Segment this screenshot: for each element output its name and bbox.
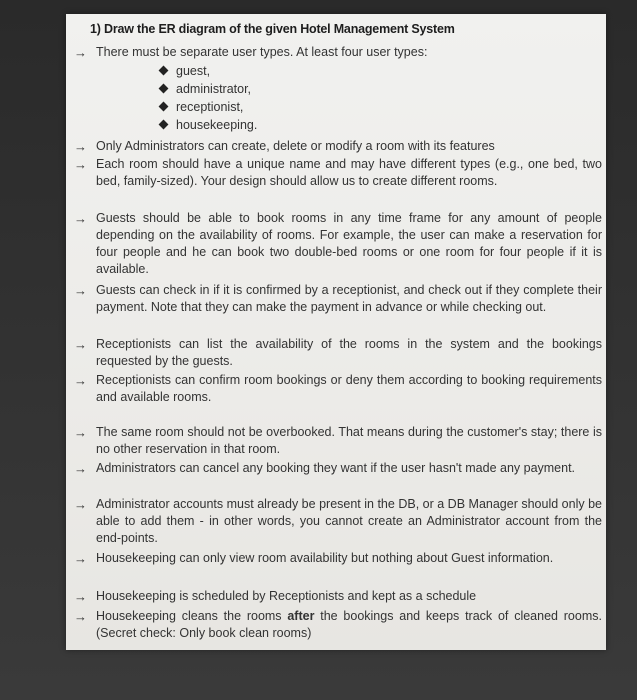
- user-type-item: guest,: [160, 63, 210, 80]
- requirement-item: [74, 496, 602, 547]
- requirement-item: [74, 138, 602, 155]
- requirement-text: Receptionists can list the availability of the rooms in the system and the bookings requested by the guests.: [96, 337, 602, 368]
- diamond-bullet-icon: [159, 102, 169, 112]
- requirement-item: [74, 550, 602, 567]
- arrow-icon: →: [74, 211, 87, 226]
- requirement-text: Administrators can cancel any booking they want if the user hasn't made any payment.: [96, 461, 576, 475]
- arrow-icon: →: [74, 373, 87, 388]
- requirement-text: Housekeeping cleans the rooms after the bookings and keeps track of cleaned rooms. (Secret check: Only book clean rooms): [96, 609, 602, 640]
- arrow-icon: →: [74, 283, 87, 298]
- arrow-icon: →: [74, 425, 87, 440]
- user-type-item: receptionist,: [160, 99, 243, 116]
- requirement-item: [74, 588, 602, 605]
- user-type-item: housekeeping.: [160, 117, 257, 134]
- requirement-text: Only Administrators can create, delete or modify a room with its features: [96, 139, 495, 153]
- requirement-text: Housekeeping can only view room availability but nothing about Guest information.: [96, 551, 554, 565]
- arrow-icon: →: [74, 45, 87, 60]
- arrow-icon: →: [74, 609, 87, 624]
- requirement-item: [74, 336, 602, 370]
- document-sheet: [66, 14, 606, 650]
- requirement-text: Guests can check in if it is confirmed by a receptionist, and check out if they complete their payment. Note that they can make the payment in advance or while checking out.: [96, 283, 602, 314]
- requirement-item: [74, 608, 602, 642]
- requirement-item: [74, 210, 602, 278]
- requirement-item: [74, 156, 602, 190]
- arrow-icon: →: [74, 551, 87, 566]
- diamond-bullet-icon: [159, 120, 169, 130]
- requirement-item: [74, 424, 602, 458]
- requirement-text: Guests should be able to book rooms in any time frame for any amount of people depending on the availability of rooms. For example, the user can make a reservation for four people and he can book two double-bed rooms or one room for four people if it is available.: [96, 211, 602, 276]
- emphasis-after: after: [287, 609, 315, 623]
- requirement-text: There must be separate user types. At least four user types:: [96, 45, 428, 59]
- diamond-bullet-icon: [159, 84, 169, 94]
- requirement-text: Each room should have a unique name and may have different types (e.g., one bed, two bed, family-sized). Your design should allow us to create different rooms.: [96, 157, 602, 188]
- requirement-text: Administrator accounts must already be present in the DB, or a DB Manager should only be able to add them - in other words, you cannot create an Administrator account from the end-points.: [96, 497, 602, 545]
- requirement-text: Receptionists can confirm room bookings or deny them according to booking requirements and available rooms.: [96, 373, 602, 404]
- arrow-icon: →: [74, 157, 87, 172]
- requirement-user-types: [74, 44, 602, 61]
- diamond-bullet-icon: [159, 66, 169, 76]
- arrow-icon: →: [74, 589, 87, 604]
- requirement-item: [74, 460, 602, 477]
- arrow-icon: →: [74, 337, 87, 352]
- question-heading: 1) Draw the ER diagram of the given Hotel Management System: [90, 22, 455, 36]
- user-type-item: administrator,: [160, 81, 251, 98]
- requirement-item: [74, 372, 602, 406]
- arrow-icon: →: [74, 139, 87, 154]
- requirement-text: The same room should not be overbooked. That means during the customer's stay; there is no other reservation in that room.: [96, 425, 602, 456]
- requirement-text: Housekeeping is scheduled by Receptionists and kept as a schedule: [96, 589, 477, 603]
- arrow-icon: →: [74, 497, 87, 512]
- requirement-item: [74, 282, 602, 316]
- arrow-icon: →: [74, 461, 87, 476]
